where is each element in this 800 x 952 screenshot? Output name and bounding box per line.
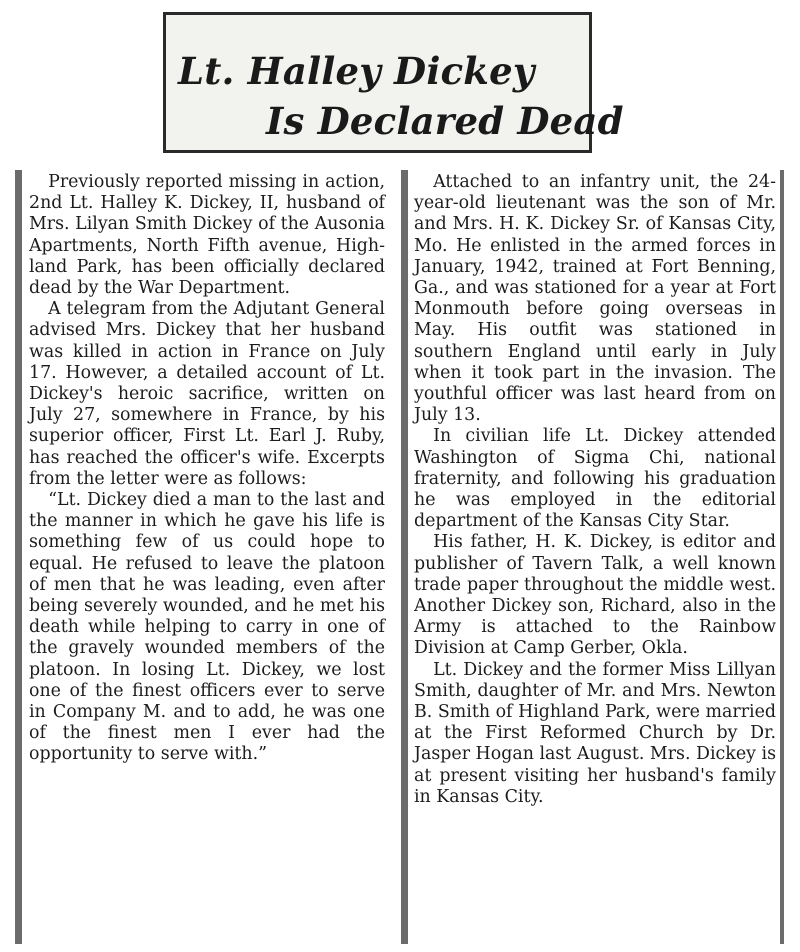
center-column-rule — [401, 170, 408, 944]
headline-line-2: Is Declared Dead — [266, 99, 624, 143]
paragraph-marriage: Lt. Dickey and the former Miss Lillyan Smith, daughter of Mr. and Mrs. Newton B. Smith of Highland Park, were married at the First Reformed Church by Dr. Jasper Hogan last August. Mrs. Dickey is at present visiting her husband's family in Kansas City. — [414, 659, 776, 807]
paragraph-father: His father, H. K. Dickey, is editor and publisher of Tavern Talk, a well known trade paper throughout the middle west. Another Dickey son, Richard, also in the Army is attached to the Rainbow Division at Camp Gerber, Okla. — [414, 532, 776, 659]
headline-box — [163, 12, 624, 153]
right-column — [414, 172, 776, 808]
left-column-rule — [15, 170, 22, 944]
left-column — [29, 172, 385, 766]
paragraph-letter-quote: “Lt. Dickey died a man to the last and the manner in which he gave his life is something few of us could hope to equal. He refused to leave the platoon of men that he was leading, even after being severely wounded, and he met his death while helping to carry in one of the gravely wounded members of the platoon. In losing Lt. Dickey, we lost one of the finest officers ever to serve in Company M. and to add, he was one of the finest men I ever had the opportunity to serve with.” — [29, 490, 385, 765]
right-column-rule — [780, 170, 784, 944]
paragraph-telegram: A telegram from the Adjutant General advised Mrs. Dickey that her husband was killed in action in France on July 17. However, a detailed account of Lt. Dickey's heroic sacrifice, written on July 27, somewhere in France, by his superior officer, First Lt. Earl J. Ruby, has reached the officer's wife. Excerpts from the letter were as follows: — [29, 299, 385, 489]
paragraph-missing-report: Previously reported missing in action, 2nd Lt. Halley K. Dickey, II, husband of Mrs. Lilyan Smith Dickey of the Ausonia Apartments, North Fifth avenue, Highland Park, has been officially declared dead by the War Department. — [29, 172, 385, 299]
paragraph-civilian-life: In civilian life Lt. Dickey attended Washington of Sigma Chi, national fraternity, and following his graduation he was employed in the editorial department of the Kansas City Star. — [414, 426, 776, 532]
headline-line-1: Lt. Halley Dickey — [178, 49, 535, 93]
paragraph-service-record: Attached to an infantry unit, the 24-year-old lieutenant was the son of Mr. and Mrs. H. K. Dickey Sr. of Kansas City, Mo. He enlisted in the armed forces in January, 1942, trained at Fort Benning, Ga., and was stationed for a year at Fort Monmouth before going overseas in May. His outfit was stationed in southern England until early in July when it took part in the invasion. The youthful officer was last heard from on July 13. — [414, 172, 776, 426]
